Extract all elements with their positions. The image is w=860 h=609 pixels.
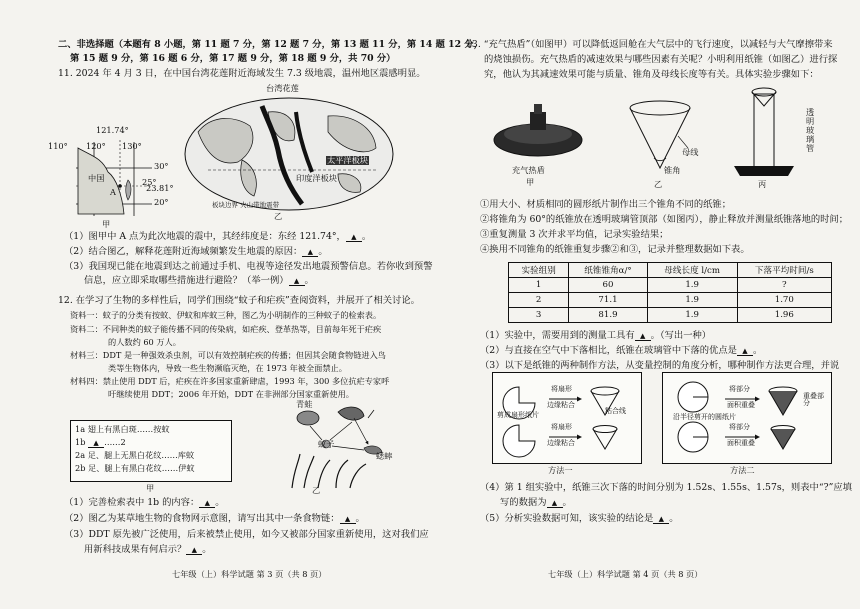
- label-mosquito: 蚊子: [318, 439, 335, 449]
- table-header: 下落平均时间/s: [737, 263, 831, 278]
- q13-line-1: 13. “充气热盾”（如图甲）可以降低返回舱在大气层中的飞行速度，以减轻与大气摩擦带来: [466, 39, 833, 50]
- method-2-box: [662, 372, 832, 464]
- q12-1: （1）完善检索表中 1b 的内容： ▲ 。: [64, 497, 225, 508]
- paper-cone-svg: [626, 96, 706, 176]
- label-pacific: 太平洋板块: [327, 155, 368, 165]
- q11-stem: 11. 2024 年 4 月 3 日，在中国台湾花莲附近海域发生 7.3 级地震，温州地区震感明显。: [58, 68, 426, 79]
- fig-bing-caption: 丙: [758, 179, 767, 189]
- key-row-4: 2b 足、腿上有黑白花纹……伊蚊: [75, 463, 195, 473]
- step-3: ③重复测量 3 次并求平均值，记录实验结果；: [480, 229, 669, 240]
- material-2: 资料二：不同种类的蚊子能传播不同的传染病，如疟疾、登革热等，目前每年死于疟疾: [70, 324, 382, 334]
- material-1: 资料一：蚊子的分类有按蚊、伊蚊和库蚊三种，图乙为小明制作的三种蚊子的检索表。: [70, 310, 382, 320]
- label-indo: 印度洋板块: [296, 173, 337, 183]
- table-cell: 1.9: [647, 293, 737, 308]
- step-4: ④换用不同锥角的纸锥重复步骤②和③，记录并整理数据如下表。: [480, 244, 750, 255]
- page-4: [430, 0, 860, 609]
- lon-marker: 121.74°: [96, 125, 129, 135]
- method-1-box: [492, 372, 642, 464]
- map-yi: [178, 83, 400, 221]
- page-footer-right: 七年级（上）科学试题 第 4 页（共 8 页）: [548, 569, 703, 579]
- fig-jia-caption: 甲: [526, 177, 535, 187]
- m2-a: 沿半径剪开的圆纸片: [673, 413, 736, 421]
- food-web-svg: [278, 400, 398, 490]
- table-header: 母线长度 l/cm: [647, 263, 737, 278]
- label-frog: 青蛙: [296, 399, 313, 409]
- figure-heat-shield: [492, 96, 588, 186]
- page-footer-left: 七年级（上）科学试题 第 3 页（共 8 页）: [172, 569, 327, 579]
- table-header: 实验组别: [509, 263, 569, 278]
- q13-1: （1）实验中，需要用到的测量工具有 ▲ 。（写出一种）: [480, 330, 712, 341]
- table-cell: 71.1: [569, 293, 647, 308]
- food-web-caption: 乙: [312, 485, 321, 495]
- table-cell: 1: [509, 278, 569, 293]
- table-cell: 2: [509, 293, 569, 308]
- table-cell: 1.70: [737, 293, 831, 308]
- table-header: 纸锥锥角α/°: [569, 263, 647, 278]
- m2-b: 将部分: [729, 385, 750, 393]
- fig-yi-caption: 乙: [654, 179, 663, 189]
- table-cell: 3: [509, 308, 569, 323]
- table-row: [509, 308, 832, 323]
- lat-2381: 23.81°: [146, 183, 174, 193]
- key-caption: 甲: [146, 483, 155, 493]
- section-title-2: 第 15 题 9 分，第 16 题 6 分，第 17 题 9 分，第 18 题 9 分，共 70 分）: [70, 53, 396, 64]
- label-taiwan: 台湾花莲: [266, 83, 299, 93]
- lon-110: 110°: [48, 141, 68, 151]
- section-title: 二、非选择题（本题有 8 小题，第 11 题 7 分，第 12 题 7 分，第 13 题 11 分，第 14 题 12 分，: [58, 39, 483, 50]
- key-row-3: 2a 足、腿上无黑白花纹……库蚊: [75, 450, 195, 460]
- m1-c: 边缘粘合: [547, 401, 575, 409]
- m1-f: 边缘粘合: [547, 439, 575, 447]
- q13-4b: 写的数据为 ▲ 。: [500, 497, 572, 508]
- label-china: 中国: [88, 173, 105, 183]
- map-yi-svg: [178, 92, 400, 214]
- table-cell: 1.96: [737, 308, 831, 323]
- material-4: 材料四：禁止使用 DDT 后，疟疾在许多国家重新肆虐，1993 年，300 多位抗疟专家呼: [70, 376, 390, 386]
- q13-4: （4）第 1 组实验中，纸锥三次下落的时间分别为 1.52s、1.55s、1.57s，则表中“?”应填: [480, 482, 852, 493]
- lat-25: 25°: [142, 177, 157, 187]
- method-1-caption: 方法一: [548, 465, 573, 475]
- dichotomous-key: [70, 420, 232, 482]
- q11-1: （1）图甲中 A 点为此次地震的震中，其经纬度是：东经 121.74°， ▲ 。: [64, 231, 372, 242]
- q12-stem: 12. 在学习了生物的多样性后，同学们围绕“蚊子和疟疾”查阅资料，并展开了相关讨论。: [58, 295, 420, 306]
- m2-e: 将部分: [729, 423, 750, 431]
- table-cell: 1.9: [647, 308, 737, 323]
- table-cell: 1.9: [647, 278, 737, 293]
- material-3b: 类等生物体内，导致一些生物濒临灭绝，在 1973 年被全面禁止。: [108, 363, 347, 373]
- heat-shield-label: 充气热盾: [512, 165, 545, 175]
- q13-5: （5）分析实验数据可知，该实验的结论是 ▲ 。: [480, 513, 679, 524]
- lon-120: 120°: [86, 141, 106, 151]
- q12-3: （3）DDT 原先被广泛使用，后来被禁止使用，如今又被部分国家重新使用，这对我们应: [64, 529, 429, 540]
- m2-f: 面积重叠: [727, 439, 755, 447]
- m1-b: 将扇形: [551, 385, 572, 393]
- table-cell: ?: [737, 278, 831, 293]
- label-muxian: 母线: [682, 147, 699, 157]
- tube-label: 透明玻璃管: [806, 107, 815, 154]
- m1-a: 剪成扇形纸片: [497, 411, 539, 419]
- m2-c: 面积重叠: [727, 401, 755, 409]
- material-4b: 吁继续使用 DDT；2006 年开始，DDT 在非洲部分国家重新使用。: [108, 389, 354, 399]
- q11-2: （2）结合图乙，解释花莲附近海域频繁发生地震的原因： ▲ 。: [64, 246, 328, 257]
- table-header-row: [509, 263, 832, 278]
- key-row-1: 1a 翅上有黑白斑……按蚊: [75, 424, 170, 434]
- q13-3: （3）以下是纸锥的两种制作方法，从变量控制的角度分析，哪种制作方法更合理，并说: [480, 360, 840, 371]
- figure-glass-tube: [728, 80, 828, 190]
- q11-3b: 信息，应立即采取哪些措施进行避险？（举一例） ▲ 。: [84, 275, 314, 286]
- glass-tube-svg: [728, 80, 808, 180]
- label-a: A: [110, 187, 116, 197]
- m1-d: 粘合线: [605, 407, 626, 415]
- step-1: ①用大小、材质相同的圆形纸片制作出三个锥角不同的纸锥；: [480, 199, 732, 210]
- m1-e: 将扇形: [551, 423, 572, 431]
- table-row: [509, 293, 832, 308]
- label-lizard: 蟋蟀: [376, 451, 393, 461]
- map-yi-caption: 乙: [274, 211, 283, 221]
- q12-2: （2）图乙为某草地生物的食物网示意图，请写出其中一条食物链： ▲ 。: [64, 513, 365, 524]
- material-3: 材料三：DDT 是一种强效杀虫剂，可以有效控制疟疾的传播；但因其会随食物链进入鸟: [70, 350, 386, 360]
- q13-2: （2）与直接在空气中下落相比，纸锥在玻璃管中下落的优点是 ▲ 。: [480, 345, 763, 356]
- lon-130: 130°: [122, 141, 142, 151]
- data-table: [508, 262, 832, 323]
- table-cell: 60: [569, 278, 647, 293]
- q11-3: （3）我国现已能在地震到达之前通过手机、电视等途径发出地震预警信息。若你收到预警: [64, 261, 433, 272]
- food-web: [278, 400, 398, 490]
- step-2: ②将锥角为 60°的纸锥放在透明玻璃管顶部（如图丙），静止释放并测量纸锥落地的时间；: [480, 214, 849, 225]
- figure-paper-cone: [626, 96, 706, 188]
- lat-20: 20°: [154, 197, 169, 207]
- map-jia-caption: 甲: [102, 219, 111, 229]
- q13-line-3: 究，他认为其减速效果可能与质量、锥角及母线长度等有关。具体实验步骤如下：: [484, 69, 819, 80]
- table-cell: 81.9: [569, 308, 647, 323]
- q12-3b: 用新科技成果有何启示？ ▲ 。: [84, 544, 212, 555]
- method-2-caption: 方法二: [730, 465, 755, 475]
- m2-d: 重叠部分: [803, 392, 824, 408]
- q13-line-2: 的烧蚀损伤。充气热盾的减速效果与哪些因素有关呢？小明利用纸锥（如图乙）进行探: [484, 54, 838, 65]
- map-yi-legend: 板块边界 火山带地震带: [212, 201, 280, 209]
- table-row: [509, 278, 832, 293]
- material-2b: 的人数约 60 万人。: [108, 337, 181, 347]
- key-row-2: 1b ▲ ……2: [75, 437, 126, 447]
- lat-30: 30°: [154, 161, 169, 171]
- heat-shield-svg: [492, 96, 588, 166]
- label-zhuijiao: 锥角: [664, 165, 681, 175]
- map-jia: [48, 125, 174, 229]
